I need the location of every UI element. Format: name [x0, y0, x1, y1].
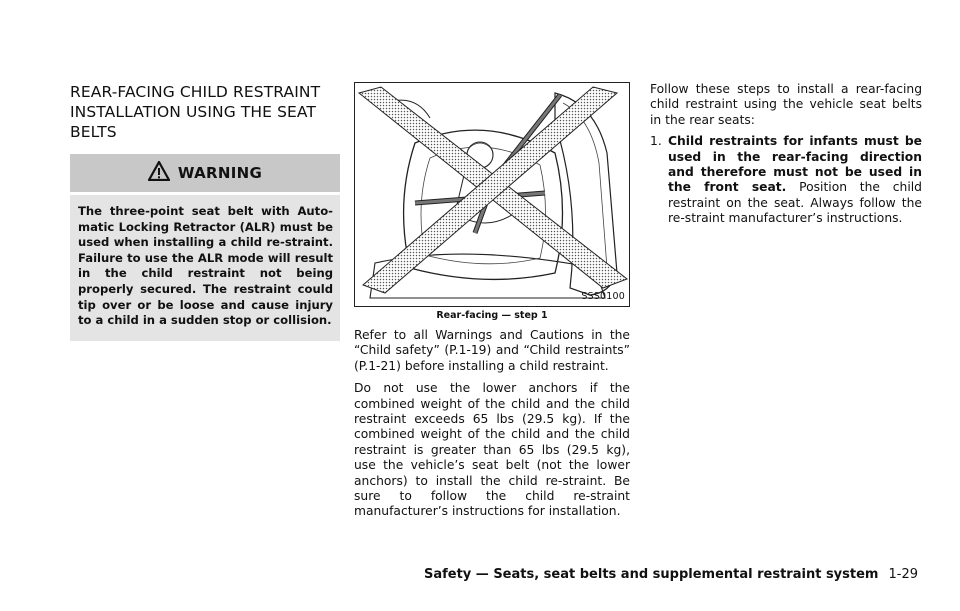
step-item [650, 134, 922, 226]
step-text [668, 134, 922, 226]
figure-rear-facing-step-1 [354, 82, 630, 307]
child-seat-illustration [355, 83, 629, 306]
middle-column [354, 82, 630, 527]
steps-intro: Follow these steps to install a rear-facing child restraint using the vehicle seat belts in the rear seats: [650, 82, 922, 127]
body-paragraph-2: Do not use the lower anchors if the combined weight of the child and the child restraint exceeds 65 lbs (29.5 kg). If the combined weight of the child and the child restraint is greater than 65 lbs (29.5 kg), use the vehicle’s seat belt (not the lower anchors) to install the child re-straint. Be sure to follow the child re-straint manufacturer’s instructions for installation. [354, 381, 630, 519]
page-footer [424, 567, 918, 582]
body-paragraph-1: Refer to all Warnings and Cautions in the “Child safety” (P.1-19) and “Child restraints” (P.1-21) before installing a child restraint. [354, 328, 630, 373]
step-number: 1. [650, 134, 662, 149]
warning-label: WARNING [177, 164, 263, 182]
warning-text: The three-point seat belt with Auto-matic Locking Retractor (ALR) must be used when installing a child re-straint. Failure to use the ALR mode will result in the child restraint not being properly secured. The restraint could tip over or be loose and cause injury to a child in a sudden stop or collision. [70, 195, 340, 341]
footer-section-title: Safety — Seats, seat belts and supplemental restraint system [423, 567, 879, 582]
section-heading: REAR-FACING CHILD RESTRAINT INSTALLATION USING THE SEAT BELTS [70, 83, 321, 141]
step-bold-text: Child restraints for infants must be used in the rear-facing direction and therefore must not be used in the front seat. [668, 134, 922, 195]
left-column [70, 82, 340, 341]
figure-caption: Rear-facing — step 1 [436, 310, 548, 321]
right-column [650, 82, 922, 227]
figure-code: SSS0100 [581, 291, 625, 302]
page-number: 1-29 [888, 567, 918, 582]
step-plain-text: Position the child restraint on the seat. Always follow the re-straint manufacturer’s instructions. [668, 180, 922, 226]
warning-triangle-icon [148, 161, 170, 185]
warning-header [70, 154, 340, 192]
